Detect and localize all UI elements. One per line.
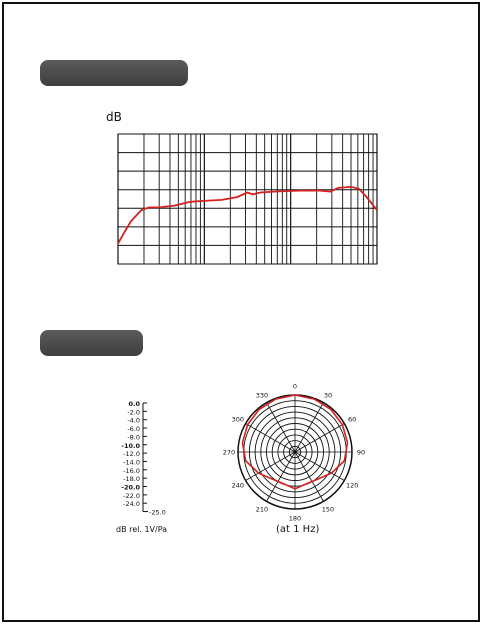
angle-label: 60 <box>348 415 357 424</box>
angle-label: 210 <box>255 505 269 514</box>
scale-unit-label: dB rel. 1V/Pa <box>116 525 168 534</box>
angle-label: 30 <box>323 391 333 400</box>
angle-label: 120 <box>345 481 359 490</box>
angle-label: 300 <box>231 415 245 424</box>
scale-tick-label: -20.0 <box>121 483 140 492</box>
scale-tick-label: -12.0 <box>123 450 140 459</box>
angle-label: 180 <box>288 514 302 523</box>
polar-caption: (at 1 Hz) <box>276 524 320 535</box>
scale-tick-label: -16.0 <box>123 466 140 475</box>
angle-label: 330 <box>255 391 269 400</box>
angle-label: 0 <box>292 382 298 391</box>
scale-tick-label: -24.0 <box>123 500 140 509</box>
angle-label: 240 <box>231 481 245 490</box>
angle-label: 270 <box>222 448 236 457</box>
scale-tick-label: -25.0 <box>149 508 166 517</box>
scale-tick-label: -6.0 <box>127 425 140 434</box>
scale-tick-label: -4.0 <box>127 416 140 425</box>
frequency-ylabel: dB <box>106 110 122 124</box>
scale-tick-label: -18.0 <box>123 475 140 484</box>
scale-tick-label: -8.0 <box>127 433 140 442</box>
scale-tick-label: -2.0 <box>127 408 140 417</box>
scale-tick-label: -14.0 <box>123 458 140 467</box>
angle-label: 90 <box>356 448 366 457</box>
scale-tick-label: -10.0 <box>121 441 140 450</box>
scale-tick-label: 0.0 <box>128 400 140 408</box>
angle-label: 150 <box>321 505 335 514</box>
scale-tick-label: -22.0 <box>123 491 140 500</box>
